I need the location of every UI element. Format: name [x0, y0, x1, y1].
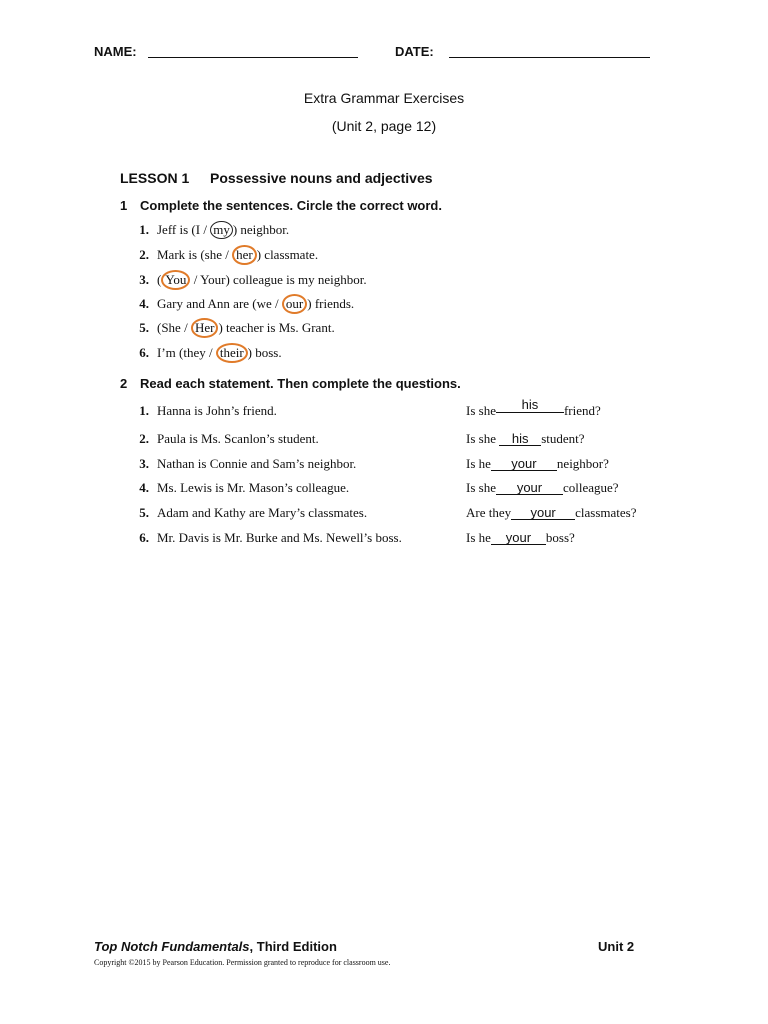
footer-edition: , Third Edition [249, 939, 337, 954]
question-text: friend? [563, 403, 601, 418]
exercise1-sentence [157, 296, 354, 312]
sentence-text: (She / [157, 320, 191, 335]
exercise1-item-number: 2. [139, 247, 149, 262]
sentence-text: / Your) colleague is my neighbor. [190, 272, 367, 287]
exercise2-statement: Nathan is Connie and Sam’s neighbor. [157, 456, 357, 471]
answer-blank[interactable]: your [511, 506, 575, 520]
exercise2-number: 2 [120, 376, 128, 391]
question-text: Is he [466, 530, 491, 545]
question-text: Are they [466, 505, 512, 520]
exercise2-question [466, 480, 619, 496]
exercise1-item-number: 6. [139, 345, 149, 360]
question-text: Is she [466, 403, 496, 418]
date-label: DATE: [395, 44, 434, 59]
question-text: Is she [466, 431, 500, 446]
question-text: Is he [466, 456, 491, 471]
circled-answer[interactable]: my [210, 221, 233, 239]
exercise2-item-number: 5. [139, 505, 149, 520]
date-field[interactable] [449, 57, 650, 58]
answer-blank[interactable]: your [496, 481, 563, 495]
answer-blank[interactable]: your [491, 457, 557, 471]
circled-answer[interactable]: our [282, 294, 307, 314]
exercise1-sentence [157, 272, 367, 288]
exercise2-question [466, 505, 637, 521]
lesson-topic: Possessive nouns and adjectives [210, 170, 433, 186]
sentence-text: ) teacher is Ms. Grant. [218, 320, 335, 335]
question-text: neighbor? [556, 456, 609, 471]
exercise1-number: 1 [120, 198, 128, 213]
sentence-text: Gary and Ann are (we / [157, 296, 282, 311]
exercise1-instruction: Complete the sentences. Circle the correct word. [140, 198, 442, 213]
circled-answer[interactable]: their [216, 343, 248, 363]
exercise2-question [466, 530, 575, 546]
exercise1-item-number: 4. [139, 296, 149, 311]
answer-blank[interactable]: his [499, 432, 541, 446]
sentence-text: ) classmate. [256, 247, 319, 262]
page-subtitle: (Unit 2, page 12) [331, 118, 437, 134]
answer-blank[interactable]: his [496, 399, 564, 413]
footer-copyright: Copyright ©2015 by Pearson Education. Permission granted to reproduce for classroom use. [94, 958, 391, 967]
page-title: Extra Grammar Exercises [303, 90, 465, 106]
circled-answer[interactable]: her [232, 245, 257, 265]
exercise2-statement: Adam and Kathy are Mary’s classmates. [157, 505, 368, 520]
footer-book-title: Top Notch Fundamentals [94, 939, 250, 954]
exercise2-item-number: 3. [139, 456, 149, 471]
exercise2-statement: Paula is Ms. Scanlon’s student. [157, 431, 319, 446]
exercise2-question [466, 431, 585, 447]
exercise1-item-number: 1. [139, 222, 149, 237]
question-text: colleague? [562, 480, 619, 495]
exercise2-instruction: Read each statement. Then complete the questions. [140, 376, 461, 391]
sentence-text: ) friends. [307, 296, 355, 311]
exercise1-sentence [157, 222, 289, 238]
exercise2-item-number: 1. [139, 403, 149, 418]
name-field[interactable] [148, 57, 358, 58]
sentence-text: ) boss. [247, 345, 282, 360]
exercise2-item-number: 2. [139, 431, 149, 446]
exercise2-statement: Hanna is John’s friend. [157, 403, 277, 418]
exercise2-item-number: 6. [139, 530, 149, 545]
question-text: student? [541, 431, 585, 446]
question-text: boss? [545, 530, 575, 545]
exercise1-sentence [157, 345, 282, 361]
answer-blank[interactable]: your [491, 531, 546, 545]
exercise2-statement: Mr. Davis is Mr. Burke and Ms. Newell’s boss. [157, 530, 402, 545]
footer-book [94, 939, 337, 954]
circled-answer[interactable]: Her [191, 318, 219, 338]
question-text: Is she [466, 480, 496, 495]
sentence-text: I’m (they / [157, 345, 216, 360]
exercise2-question [466, 397, 601, 419]
exercise1-item-number: 5. [139, 320, 149, 335]
exercise1-item-number: 3. [139, 272, 149, 287]
exercise2-statement: Ms. Lewis is Mr. Mason’s colleague. [157, 480, 350, 495]
question-text: classmates? [575, 505, 637, 520]
sentence-text: Jeff is (I / [157, 222, 211, 237]
sentence-text: Mark is (she / [157, 247, 233, 262]
exercise1-sentence [157, 320, 335, 336]
lesson-label: LESSON 1 [120, 170, 190, 186]
name-label: NAME: [94, 44, 137, 59]
exercise2-question [466, 456, 609, 472]
footer-unit: Unit 2 [598, 939, 635, 954]
sentence-text: ) neighbor. [232, 222, 290, 237]
exercise1-sentence [157, 247, 318, 263]
circled-answer[interactable]: You [161, 270, 190, 290]
sentence-text: ( [157, 272, 162, 287]
exercise2-item-number: 4. [139, 480, 149, 495]
